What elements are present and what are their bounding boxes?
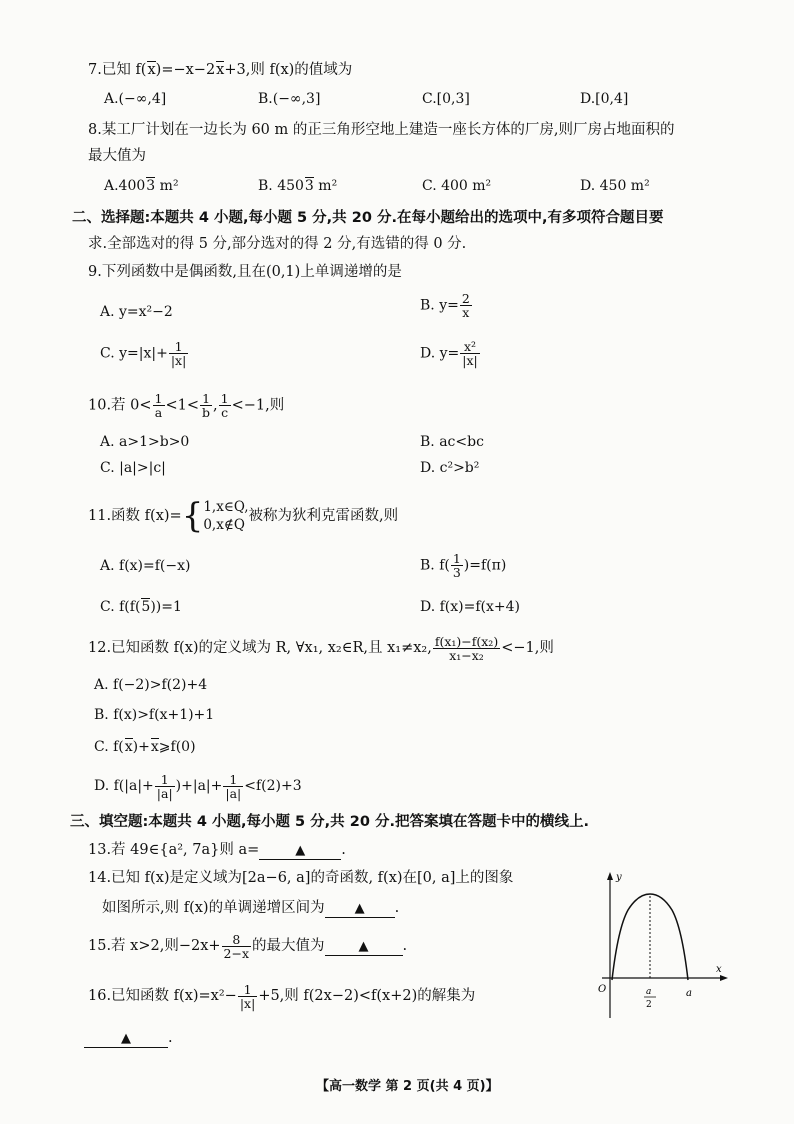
x-axis-arrow [720, 975, 728, 981]
q16-stem: 16.已知函数 f(x)=x²− $\frac{1}{|x|}$ +5,则 f(2x−2)<f(x+2)的解集为 [88, 981, 476, 1011]
q15-answer-blank[interactable]: ▲ [325, 938, 403, 956]
q10-option-a: A. a>1>b>0 [100, 434, 190, 450]
q14-stem-line1: 14.已知 f(x)是定义域为[2a−6, a]的奇函数, f(x)在[0, a]上的图象 [88, 870, 514, 886]
q11-option-a: A. f(x)=f(−x) [100, 558, 191, 574]
q8-option-a: A.4003 m² [104, 178, 179, 194]
q14-stem-line2: 如图所示,则 f(x)的单调递增区间为 ▲ . [102, 900, 400, 916]
q7-option-a: A.(−∞,4] [104, 91, 167, 107]
q8-option-b: B. 4503 m² [258, 178, 338, 194]
y-axis-label: y [616, 872, 622, 883]
origin-label: O [598, 984, 607, 995]
section2-heading-line2: 求.全部选对的得 5 分,部分选对的得 2 分,有选错的得 0 分. [88, 236, 467, 252]
q14-answer-blank[interactable]: ▲ [325, 900, 395, 918]
section3-heading: 三、填空题:本题共 4 小题,每小题 5 分,共 20 分.把答案填在答题卡中的横线上. [70, 814, 589, 830]
q10-option-b: B. ac<bc [420, 434, 484, 450]
q7-option-d: D.[0,4] [580, 91, 629, 107]
q16-answer-line: ▲ . [84, 1028, 173, 1048]
q16-answer-blank[interactable]: ▲ [84, 1030, 168, 1048]
q8-option-c: C. 400 m² [422, 178, 492, 194]
q12-stem: 12.已知函数 f(x)的定义域为 R, ∀x₁, x₂∈R,且 x₁≠x₂, $\frac{\text{f(x₁)−f(x₂)}}{\text{x₁−x₂}}$ <−1,则 [88, 633, 554, 663]
q11-option-d: D. f(x)=f(x+4) [420, 599, 520, 615]
q7-option-b: B.(−∞,3] [258, 91, 321, 107]
q7-stem: 7.已知 f(x)=−x−2x+3,则 f(x)的值域为 [88, 62, 353, 78]
q8-stem-line1: 8.某工厂计划在一边长为 60 m 的正三角形空地上建造一座长方体的厂房,则厂房占地面积的 [88, 122, 675, 138]
y-axis-arrow [607, 872, 613, 880]
tick-a-half-denominator: 2 [646, 1000, 652, 1010]
q11-option-c: C. f(f(5))=1 [100, 599, 182, 615]
q12-option-a: A. f(−2)>f(2)+4 [94, 677, 208, 693]
q12-option-d: D. f(|a|+ $\frac{1}{|a|}$ )+|a|+ $\frac{1}{|a|}$ <f(2)+3 [94, 771, 302, 801]
q7-option-c: C.[0,3] [422, 91, 470, 107]
tick-a-label: a [686, 988, 692, 999]
q8-option-d: D. 450 m² [580, 178, 650, 194]
section2-heading-line1: 二、选择题:本题共 4 小题,每小题 5 分,共 20 分.在每小题给出的选项中,有多项符合题目要 [72, 210, 664, 226]
q12-option-c: C. f(x)+x⩾f(0) [94, 739, 196, 755]
q15-stem: 15.若 x>2,则−2x+ $\frac{8}{2-x}$ 的最大值为 ▲ . [88, 931, 408, 961]
q9-option-b: B. y= $\frac{2}{x}$ [420, 291, 470, 320]
q13-answer-blank[interactable]: ▲ [259, 842, 341, 860]
q9-option-d: D. y= $\frac{\text{x²}}{|x|}$ [420, 339, 478, 368]
q13-stem: 13.若 49∈{a², 7a}则 a= ▲ . [88, 842, 346, 858]
q10-option-d: D. c²>b² [420, 460, 480, 476]
q9-stem: 9.下列函数中是偶函数,且在(0,1)上单调递增的是 [88, 264, 402, 280]
q11-option-b: B. f( $\frac{1}{3}$ )=f(π) [420, 551, 507, 580]
page-footer: 【高一数学 第 2 页(共 4 页)】 [316, 1079, 499, 1094]
q12-option-b: B. f(x)>f(x+1)+1 [94, 707, 215, 723]
q14-function-graph [590, 868, 730, 1028]
q11-stem: 11.函数 f(x)={ 1,x∈Q, 0,x∉Q 被称为狄利克雷函数,则 [88, 496, 399, 536]
q10-stem: 10.若 0< $\frac{1}{a}$ <1< $\frac{1}{b}$ , $\frac{1}{c}$ <−1,则 [88, 391, 285, 420]
x-axis-label: x [716, 964, 722, 975]
tick-a-half-numerator: a [646, 987, 652, 997]
q9-option-a: A. y=x²−2 [100, 304, 173, 320]
q8-stem-line2: 最大值为 [88, 148, 146, 164]
q9-option-c: C. y=|x|+ $\frac{1}{|x|}$ [100, 339, 187, 368]
q10-option-c: C. |a|>|c| [100, 460, 166, 476]
